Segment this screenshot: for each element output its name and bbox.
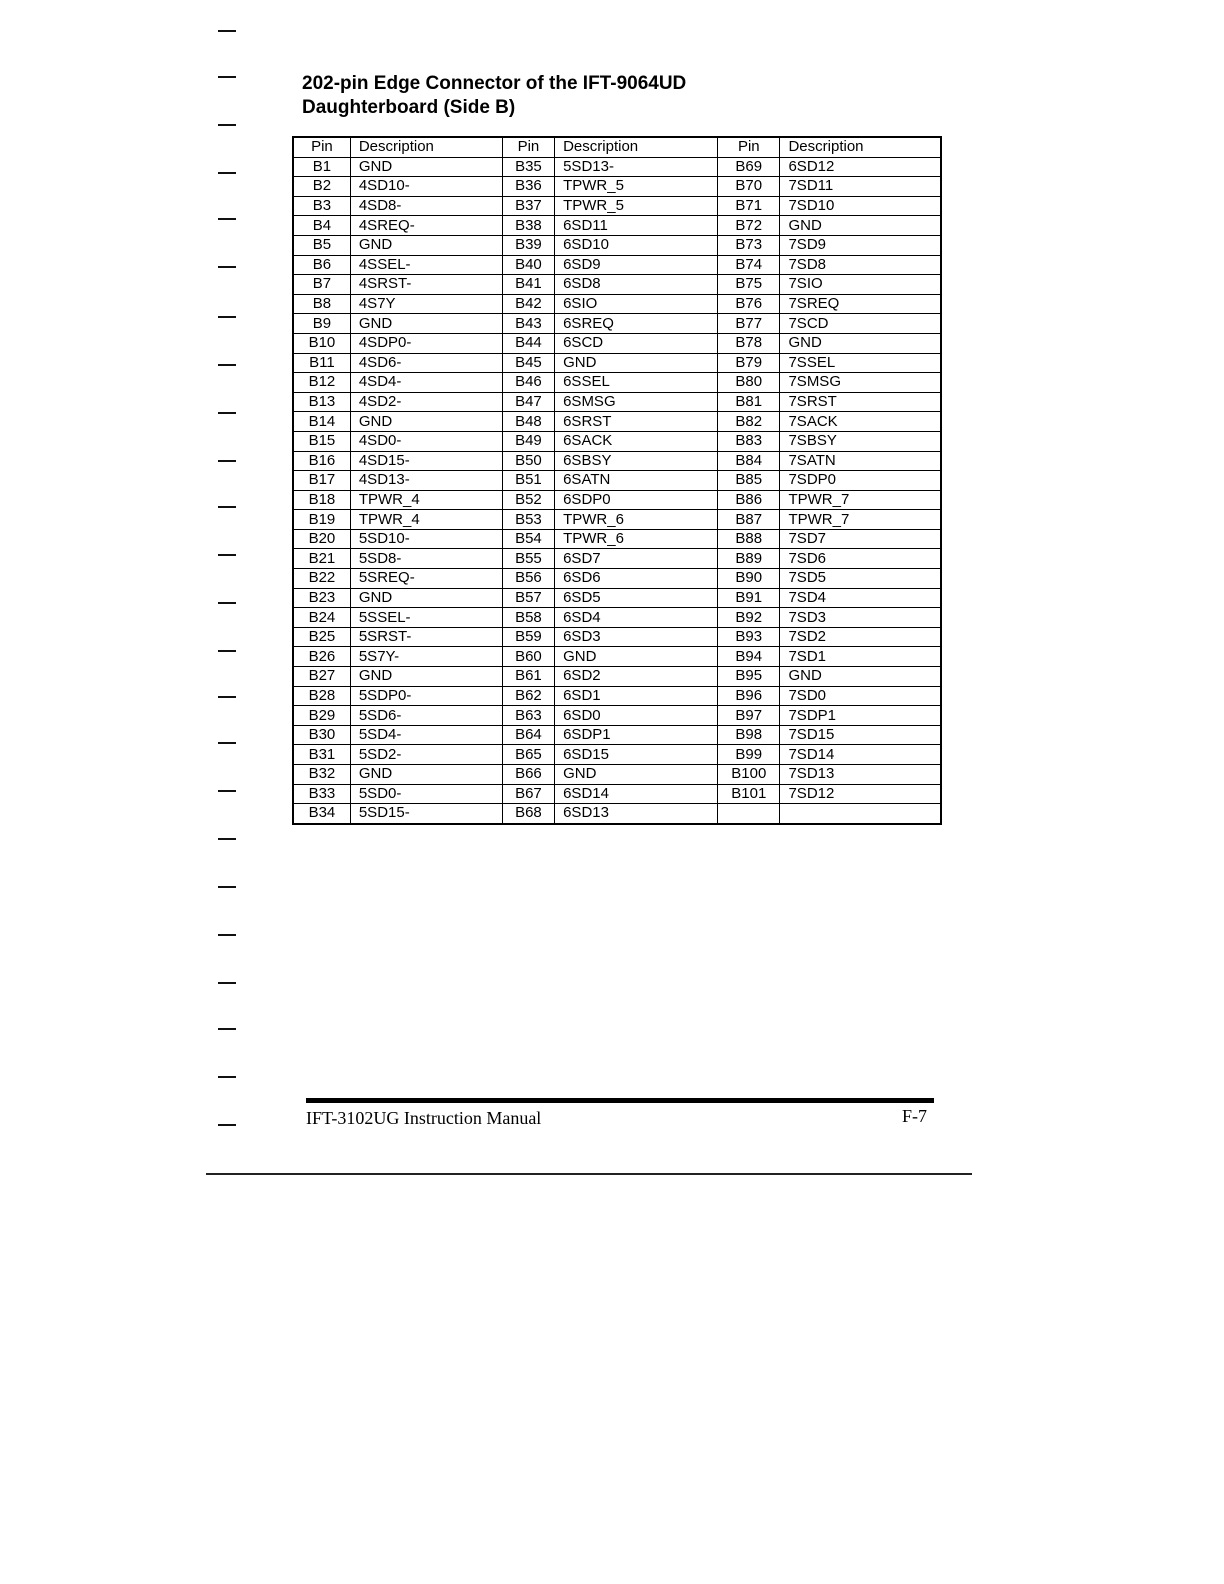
pin-cell: B89	[718, 549, 780, 569]
binding-mark	[218, 460, 236, 462]
description-cell: 6SD13	[555, 804, 718, 824]
binding-mark	[218, 982, 236, 984]
binding-mark	[218, 506, 236, 508]
table-row	[293, 314, 941, 334]
description-cell: 6SACK	[555, 431, 718, 451]
pin-cell: B10	[293, 333, 350, 353]
description-cell: 7SD9	[780, 235, 941, 255]
table-row	[293, 784, 941, 804]
description-cell: 6SD6	[555, 569, 718, 589]
description-cell	[780, 804, 941, 824]
table-row	[293, 275, 941, 295]
pin-cell: B6	[293, 255, 350, 275]
description-cell: GND	[780, 216, 941, 236]
description-cell: 4SD2-	[350, 392, 502, 412]
binding-mark	[218, 838, 236, 840]
table-row	[293, 510, 941, 530]
binding-mark	[218, 650, 236, 652]
pin-cell: B16	[293, 451, 350, 471]
description-cell: 6SATN	[555, 471, 718, 491]
pin-cell: B72	[718, 216, 780, 236]
pin-cell: B27	[293, 667, 350, 687]
table-header-row	[293, 137, 941, 157]
table-row	[293, 765, 941, 785]
header-pin: Pin	[718, 137, 780, 157]
pin-cell: B41	[502, 275, 554, 295]
pin-cell: B21	[293, 549, 350, 569]
table-row	[293, 471, 941, 491]
description-cell: 6SRST	[555, 412, 718, 432]
pin-cell: B4	[293, 216, 350, 236]
pin-cell: B86	[718, 490, 780, 510]
pin-cell: B25	[293, 627, 350, 647]
description-cell: 6SD2	[555, 667, 718, 687]
pin-cell: B37	[502, 196, 554, 216]
table-row	[293, 392, 941, 412]
binding-mark	[218, 76, 236, 78]
description-cell: 6SD12	[780, 157, 941, 177]
description-cell: 7SD2	[780, 627, 941, 647]
description-cell: 4SSEL-	[350, 255, 502, 275]
description-cell: 7SD4	[780, 588, 941, 608]
table-row	[293, 627, 941, 647]
pin-cell: B54	[502, 529, 554, 549]
pin-cell: B97	[718, 706, 780, 726]
description-cell: 6SD11	[555, 216, 718, 236]
footer-page-number: F-7	[902, 1106, 928, 1126]
binding-mark	[218, 218, 236, 220]
pin-cell: B87	[718, 510, 780, 530]
binding-mark	[218, 364, 236, 366]
description-cell: GND	[350, 314, 502, 334]
description-cell: 6SIO	[555, 294, 718, 314]
pin-cell: B66	[502, 765, 554, 785]
table-row	[293, 588, 941, 608]
pin-cell: B68	[502, 804, 554, 824]
table-row	[293, 647, 941, 667]
table-row	[293, 804, 941, 824]
pin-cell: B18	[293, 490, 350, 510]
pin-cell: B92	[718, 608, 780, 628]
pin-cell: B64	[502, 725, 554, 745]
pin-cell: B99	[718, 745, 780, 765]
binding-mark	[218, 790, 236, 792]
pin-cell: B8	[293, 294, 350, 314]
description-cell: GND	[555, 647, 718, 667]
binding-mark	[218, 886, 236, 888]
pin-cell: B34	[293, 804, 350, 824]
description-cell: 7SD0	[780, 686, 941, 706]
description-cell: 6SD14	[555, 784, 718, 804]
description-cell: 5SD6-	[350, 706, 502, 726]
table-row	[293, 177, 941, 197]
description-cell: 4SD15-	[350, 451, 502, 471]
table-row	[293, 412, 941, 432]
description-cell: 4SDP0-	[350, 333, 502, 353]
pin-cell: B63	[502, 706, 554, 726]
description-cell: 7SMSG	[780, 373, 941, 393]
binding-mark	[218, 172, 236, 174]
description-cell: 7SD6	[780, 549, 941, 569]
pin-cell: B75	[718, 275, 780, 295]
pin-cell: B20	[293, 529, 350, 549]
description-cell: 4S7Y	[350, 294, 502, 314]
pin-cell: B53	[502, 510, 554, 530]
description-cell: TPWR_4	[350, 490, 502, 510]
pin-cell: B26	[293, 647, 350, 667]
pin-cell: B59	[502, 627, 554, 647]
pin-cell: B100	[718, 765, 780, 785]
description-cell: 7SD13	[780, 765, 941, 785]
description-cell: GND	[350, 588, 502, 608]
pin-cell: B15	[293, 431, 350, 451]
table-row	[293, 608, 941, 628]
pin-cell: B91	[718, 588, 780, 608]
pin-cell: B17	[293, 471, 350, 491]
description-cell: 4SD13-	[350, 471, 502, 491]
description-cell: 5SD15-	[350, 804, 502, 824]
description-cell: 7SCD	[780, 314, 941, 334]
pin-cell: B23	[293, 588, 350, 608]
pin-cell: B43	[502, 314, 554, 334]
pin-cell: B3	[293, 196, 350, 216]
pin-cell: B81	[718, 392, 780, 412]
pin-cell: B40	[502, 255, 554, 275]
description-cell: 7SD10	[780, 196, 941, 216]
description-cell: 5SDP0-	[350, 686, 502, 706]
pin-cell: B36	[502, 177, 554, 197]
table-row	[293, 549, 941, 569]
table-row	[293, 490, 941, 510]
pin-cell: B13	[293, 392, 350, 412]
header-description: Description	[350, 137, 502, 157]
pin-cell: B48	[502, 412, 554, 432]
description-cell: 6SREQ	[555, 314, 718, 334]
description-cell: 5SD0-	[350, 784, 502, 804]
pin-cell: B24	[293, 608, 350, 628]
pin-cell: B9	[293, 314, 350, 334]
pin-cell: B38	[502, 216, 554, 236]
description-cell: 5SSEL-	[350, 608, 502, 628]
pin-cell: B56	[502, 569, 554, 589]
description-cell: 6SD9	[555, 255, 718, 275]
description-cell: 4SREQ-	[350, 216, 502, 236]
pin-cell: B1	[293, 157, 350, 177]
table-row	[293, 255, 941, 275]
description-cell: 6SSEL	[555, 373, 718, 393]
description-cell: GND	[350, 765, 502, 785]
pin-cell: B76	[718, 294, 780, 314]
pin-cell: B22	[293, 569, 350, 589]
binding-mark	[218, 266, 236, 268]
pin-cell	[718, 804, 780, 824]
pin-cell: B88	[718, 529, 780, 549]
pin-cell: B5	[293, 235, 350, 255]
pin-cell: B90	[718, 569, 780, 589]
description-cell: 7SD15	[780, 725, 941, 745]
description-cell: 7SD14	[780, 745, 941, 765]
pin-cell: B7	[293, 275, 350, 295]
pin-cell: B29	[293, 706, 350, 726]
description-cell: 7SD5	[780, 569, 941, 589]
pin-cell: B19	[293, 510, 350, 530]
page-bottom-rule	[206, 1173, 972, 1175]
description-cell: TPWR_6	[555, 529, 718, 549]
pin-cell: B12	[293, 373, 350, 393]
description-cell: 7SREQ	[780, 294, 941, 314]
pin-cell: B85	[718, 471, 780, 491]
table-row	[293, 216, 941, 236]
description-cell: 5SD13-	[555, 157, 718, 177]
pin-cell: B83	[718, 431, 780, 451]
description-cell: GND	[555, 353, 718, 373]
description-cell: 6SD1	[555, 686, 718, 706]
description-cell: 4SRST-	[350, 275, 502, 295]
pin-cell: B67	[502, 784, 554, 804]
pin-cell: B77	[718, 314, 780, 334]
description-cell: 6SD10	[555, 235, 718, 255]
pin-cell: B46	[502, 373, 554, 393]
description-cell: 7SBSY	[780, 431, 941, 451]
description-cell: GND	[780, 333, 941, 353]
pin-cell: B82	[718, 412, 780, 432]
pin-cell: B51	[502, 471, 554, 491]
description-cell: GND	[350, 667, 502, 687]
table-row	[293, 196, 941, 216]
table-row	[293, 686, 941, 706]
pin-cell: B49	[502, 431, 554, 451]
table-row	[293, 333, 941, 353]
table-row	[293, 725, 941, 745]
pin-cell: B50	[502, 451, 554, 471]
pin-cell: B93	[718, 627, 780, 647]
description-cell: 6SD0	[555, 706, 718, 726]
pin-cell: B65	[502, 745, 554, 765]
binding-mark	[218, 696, 236, 698]
binding-mark	[218, 30, 236, 32]
binding-mark	[218, 742, 236, 744]
pin-cell: B71	[718, 196, 780, 216]
description-cell: 6SDP0	[555, 490, 718, 510]
pin-cell: B35	[502, 157, 554, 177]
title-line-2: Daughterboard (Side B)	[302, 97, 516, 118]
header-description: Description	[555, 137, 718, 157]
binding-mark	[218, 316, 236, 318]
description-cell: GND	[555, 765, 718, 785]
binding-mark	[218, 1124, 236, 1126]
pin-cell: B94	[718, 647, 780, 667]
header-description: Description	[780, 137, 941, 157]
description-cell: 7SRST	[780, 392, 941, 412]
binding-mark	[218, 124, 236, 126]
description-cell: 6SDP1	[555, 725, 718, 745]
pin-cell: B45	[502, 353, 554, 373]
description-cell: 7SSEL	[780, 353, 941, 373]
header-pin: Pin	[502, 137, 554, 157]
pin-cell: B101	[718, 784, 780, 804]
pin-cell: B58	[502, 608, 554, 628]
description-cell: 6SBSY	[555, 451, 718, 471]
pin-cell: B95	[718, 667, 780, 687]
pin-cell: B74	[718, 255, 780, 275]
description-cell: 5S7Y-	[350, 647, 502, 667]
description-cell: 7SD3	[780, 608, 941, 628]
pin-cell: B70	[718, 177, 780, 197]
pin-cell: B44	[502, 333, 554, 353]
description-cell: TPWR_5	[555, 196, 718, 216]
binding-mark	[218, 1076, 236, 1078]
binding-mark	[218, 412, 236, 414]
pin-cell: B47	[502, 392, 554, 412]
pin-cell: B84	[718, 451, 780, 471]
description-cell: GND	[350, 412, 502, 432]
footer-rule	[306, 1098, 934, 1103]
binding-mark	[218, 934, 236, 936]
pin-cell: B52	[502, 490, 554, 510]
description-cell: 6SD8	[555, 275, 718, 295]
pin-cell: B57	[502, 588, 554, 608]
pin-cell: B30	[293, 725, 350, 745]
pin-cell: B32	[293, 765, 350, 785]
description-cell: 7SD7	[780, 529, 941, 549]
description-cell: 4SD6-	[350, 353, 502, 373]
description-cell: 7SD1	[780, 647, 941, 667]
description-cell: 6SD3	[555, 627, 718, 647]
binding-mark	[218, 554, 236, 556]
description-cell: 6SD7	[555, 549, 718, 569]
description-cell: 4SD10-	[350, 177, 502, 197]
page-title	[302, 72, 686, 120]
pin-cell: B33	[293, 784, 350, 804]
pin-cell: B60	[502, 647, 554, 667]
table-row	[293, 529, 941, 549]
description-cell: TPWR_7	[780, 510, 941, 530]
pin-cell: B79	[718, 353, 780, 373]
pin-cell: B42	[502, 294, 554, 314]
description-cell: 7SDP1	[780, 706, 941, 726]
table-body	[293, 157, 941, 824]
description-cell: 7SD11	[780, 177, 941, 197]
table-row	[293, 373, 941, 393]
description-cell: 4SD8-	[350, 196, 502, 216]
table-row	[293, 667, 941, 687]
footer-manual-title: IFT-3102UG Instruction Manual	[306, 1108, 542, 1128]
description-cell: 7SATN	[780, 451, 941, 471]
pin-cell: B69	[718, 157, 780, 177]
description-cell: 5SD8-	[350, 549, 502, 569]
description-cell: 4SD0-	[350, 431, 502, 451]
description-cell: 6SMSG	[555, 392, 718, 412]
table-row	[293, 353, 941, 373]
title-line-1: 202-pin Edge Connector of the IFT-9064UD	[302, 73, 687, 94]
table-row	[293, 157, 941, 177]
pin-cell: B80	[718, 373, 780, 393]
description-cell: 5SD4-	[350, 725, 502, 745]
description-cell: 6SD5	[555, 588, 718, 608]
description-cell: 4SD4-	[350, 373, 502, 393]
description-cell: 7SD8	[780, 255, 941, 275]
description-cell: 5SD10-	[350, 529, 502, 549]
description-cell: GND	[780, 667, 941, 687]
description-cell: 7SDP0	[780, 471, 941, 491]
table-row	[293, 745, 941, 765]
description-cell: TPWR_6	[555, 510, 718, 530]
pin-cell: B11	[293, 353, 350, 373]
description-cell: GND	[350, 157, 502, 177]
description-cell: 5SREQ-	[350, 569, 502, 589]
description-cell: 7SIO	[780, 275, 941, 295]
description-cell: 6SD4	[555, 608, 718, 628]
pin-cell: B55	[502, 549, 554, 569]
description-cell: TPWR_7	[780, 490, 941, 510]
description-cell: 6SD15	[555, 745, 718, 765]
binding-mark	[218, 1028, 236, 1030]
table-row	[293, 431, 941, 451]
description-cell: 7SD12	[780, 784, 941, 804]
table-row	[293, 569, 941, 589]
table-row	[293, 235, 941, 255]
pin-cell: B39	[502, 235, 554, 255]
pin-cell: B62	[502, 686, 554, 706]
pin-cell: B2	[293, 177, 350, 197]
description-cell: TPWR_5	[555, 177, 718, 197]
pin-cell: B73	[718, 235, 780, 255]
description-cell: 5SRST-	[350, 627, 502, 647]
pin-cell: B28	[293, 686, 350, 706]
pin-cell: B98	[718, 725, 780, 745]
table-row	[293, 294, 941, 314]
table-row	[293, 451, 941, 471]
pin-cell: B61	[502, 667, 554, 687]
pin-cell: B31	[293, 745, 350, 765]
description-cell: GND	[350, 235, 502, 255]
pin-cell: B14	[293, 412, 350, 432]
description-cell: 7SACK	[780, 412, 941, 432]
binding-mark	[218, 602, 236, 604]
header-pin: Pin	[293, 137, 350, 157]
pin-cell: B96	[718, 686, 780, 706]
pin-cell: B78	[718, 333, 780, 353]
description-cell: TPWR_4	[350, 510, 502, 530]
pin-table	[292, 136, 942, 825]
description-cell: 6SCD	[555, 333, 718, 353]
table-row	[293, 706, 941, 726]
description-cell: 5SD2-	[350, 745, 502, 765]
